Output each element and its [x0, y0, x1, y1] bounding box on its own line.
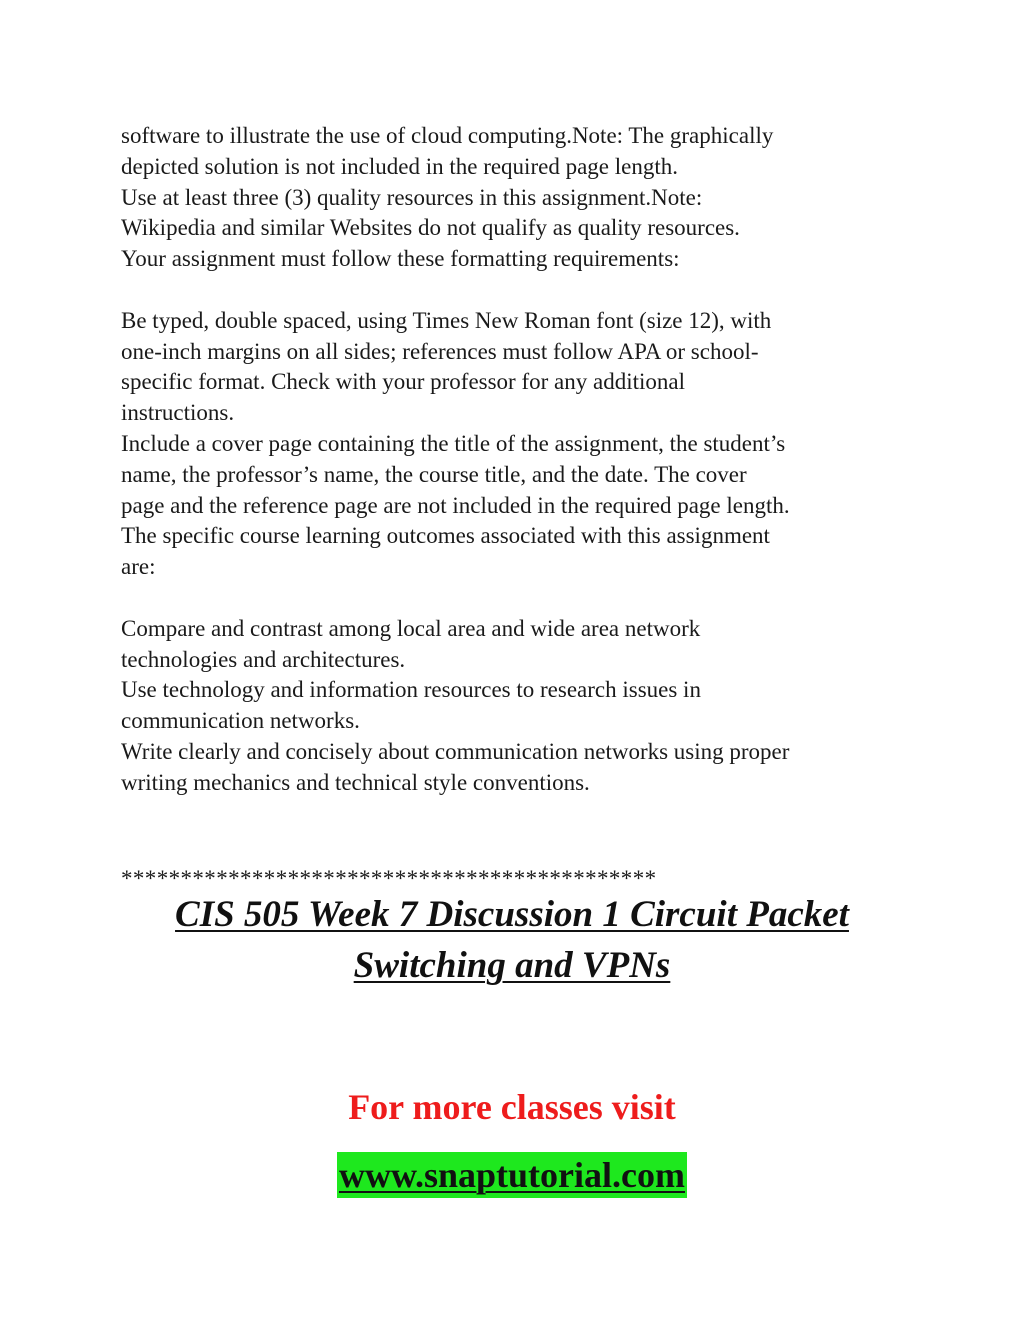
paragraph-gap — [121, 583, 911, 614]
document-body — [121, 121, 911, 890]
separator-line: ********************************************* — [121, 866, 657, 892]
text-line: instructions. — [121, 400, 235, 426]
text-line: Be typed, double spaced, using Times New Roman font (size 12), with — [121, 307, 772, 333]
course-heading-line-1: CIS 505 Week 7 Discussion 1 Circuit Packet — [175, 894, 849, 935]
paragraph-formatting — [121, 306, 911, 583]
paragraph-requirements — [121, 121, 911, 275]
text-line: page and the reference page are not included in the required page length. — [121, 492, 790, 518]
text-line: name, the professor’s name, the course title, and the date. The cover — [121, 461, 747, 487]
paragraph-gap — [121, 275, 911, 306]
text-line: software to illustrate the use of cloud computing.Note: The graphically — [121, 123, 774, 148]
text-line: writing mechanics and technical style conventions. — [121, 769, 590, 795]
paragraph-outcomes — [121, 614, 911, 799]
website-container — [0, 1152, 1024, 1198]
text-line: Your assignment must follow these formatting requirements: — [121, 246, 680, 272]
paragraph-gap — [121, 799, 911, 861]
text-line: Use technology and information resources to research issues in — [121, 677, 701, 703]
text-line: Include a cover page containing the title of the assignment, the student’s — [121, 430, 786, 456]
text-line: specific format. Check with your professor for any additional — [121, 369, 685, 395]
text-line: technologies and architectures. — [121, 646, 406, 672]
website-link[interactable]: www.snaptutorial.com — [337, 1152, 687, 1198]
text-line: Use at least three (3) quality resources in this assignment.Note: — [121, 184, 703, 210]
text-line: one-inch margins on all sides; references must follow APA or school- — [121, 338, 759, 364]
text-line: depicted solution is not included in the required page length. — [121, 153, 678, 179]
visit-text: For more classes visit — [348, 1087, 676, 1127]
text-line: are: — [121, 554, 156, 580]
text-line: Write clearly and concisely about communication networks using proper — [121, 738, 790, 764]
text-line: The specific course learning outcomes associated with this assignment — [121, 523, 770, 549]
text-line: communication networks. — [121, 708, 360, 734]
course-heading-line-2: Switching and VPNs — [353, 945, 671, 986]
text-line: Wikipedia and similar Websites do not qualify as quality resources. — [121, 215, 740, 241]
text-line: Compare and contrast among local area and wide area network — [121, 615, 701, 641]
